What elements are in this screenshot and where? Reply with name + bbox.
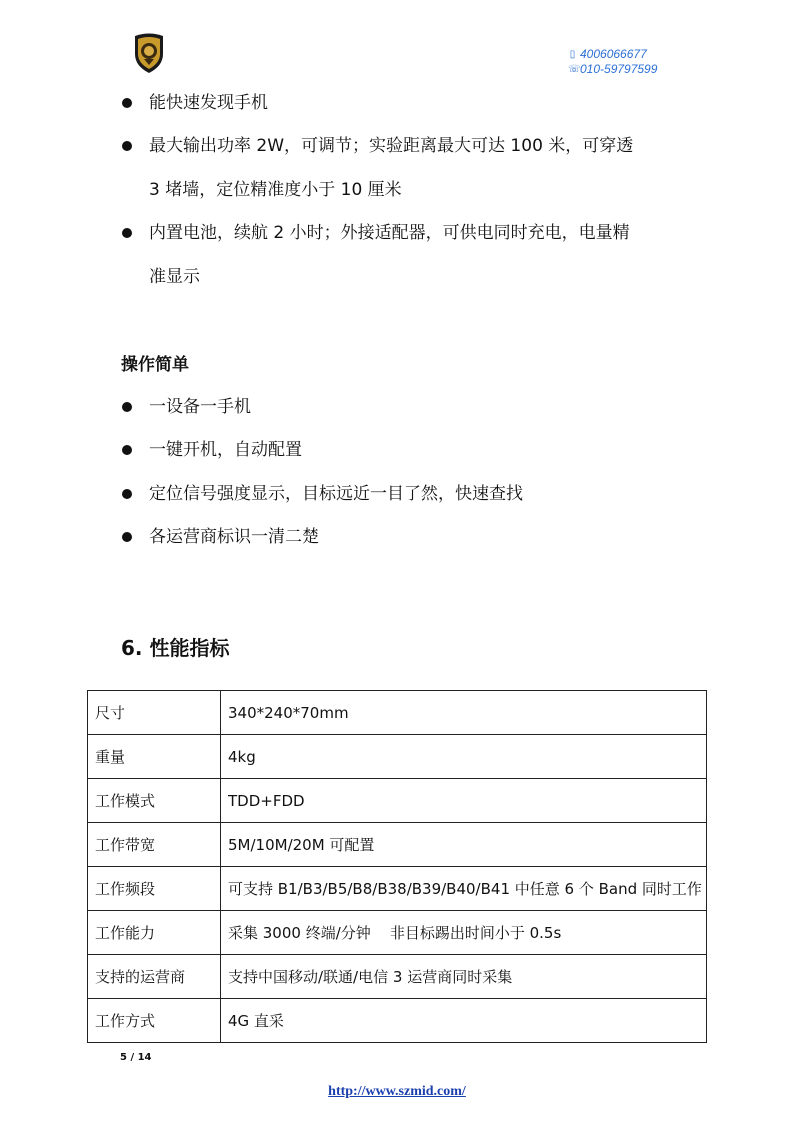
table-row [88,911,707,955]
spec-key: 支持的运营商 [88,955,221,999]
bullet-dot [122,228,132,238]
table-row [88,999,707,1043]
spec-value: TDD+FDD [221,779,707,823]
table-row [88,955,707,999]
table-row [88,779,707,823]
bullet-dot [122,445,132,455]
feature-text: 能快速发现手机 [149,93,268,113]
feature-text: 内置电池，续航 2 小时；外接适配器，可供电同时充电，电量精 [149,223,630,243]
spec-value: 支持中国移动/联通/电信 3 运营商同时采集 [221,955,707,999]
tel-line [568,62,657,77]
tel-number: 010-59797599 [580,62,658,76]
table-row [88,691,707,735]
page-number: 5 / 14 [120,1052,152,1063]
spec-value: 5M/10M/20M 可配置 [221,823,707,867]
spec-key: 工作频段 [88,867,221,911]
phone-number: 4006066677 [580,47,647,61]
spec-key: 重量 [88,735,221,779]
spec-key: 工作能力 [88,911,221,955]
table-row [88,735,707,779]
spec-value: 4G 直采 [221,999,707,1043]
feature-text-continued: 准显示 [149,267,200,287]
bullet-dot [122,532,132,542]
bullet-dot [122,141,132,151]
ops-text: 定位信号强度显示，目标远近一目了然，快速查找 [149,484,523,504]
spec-value: 4kg [221,735,707,779]
bullet-dot [122,489,132,499]
spec-key: 尺寸 [88,691,221,735]
website-link[interactable]: http://www.szmid.com/ [328,1084,466,1099]
bullet-dot [122,402,132,412]
section-heading: 6. 性能指标 [121,636,230,660]
phone-line [568,47,657,62]
spec-key: 工作模式 [88,779,221,823]
bullet-dot [122,98,132,108]
ops-text: 一键开机，自动配置 [149,440,302,460]
telephone-icon: ☏ [568,64,581,75]
ops-text: 各运营商标识一清二楚 [149,527,319,547]
footer-url-wrap [0,1084,794,1100]
feature-text: 最大输出功率 2W，可调节；实验距离最大可达 100 米，可穿透 [149,136,634,156]
spec-value: 340*240*70mm [221,691,707,735]
company-logo [132,32,166,74]
spec-value: 采集 3000 终端/分钟 非目标踢出时间小于 0.5s [221,911,707,955]
spec-key: 工作带宽 [88,823,221,867]
ops-heading: 操作简单 [121,355,189,375]
spec-key: 工作方式 [88,999,221,1043]
table-row [88,867,707,911]
spec-value: 可支持 B1/B3/B5/B8/B38/B39/B40/B41 中任意 6 个 Band 同时工作 [221,867,707,911]
table-row [88,823,707,867]
mobile-phone-icon: ▯ [569,49,576,60]
spec-table [87,690,707,1043]
ops-text: 一设备一手机 [149,397,251,417]
feature-text-continued: 3 堵墙，定位精准度小于 10 厘米 [149,180,402,200]
header-contact [568,47,657,77]
